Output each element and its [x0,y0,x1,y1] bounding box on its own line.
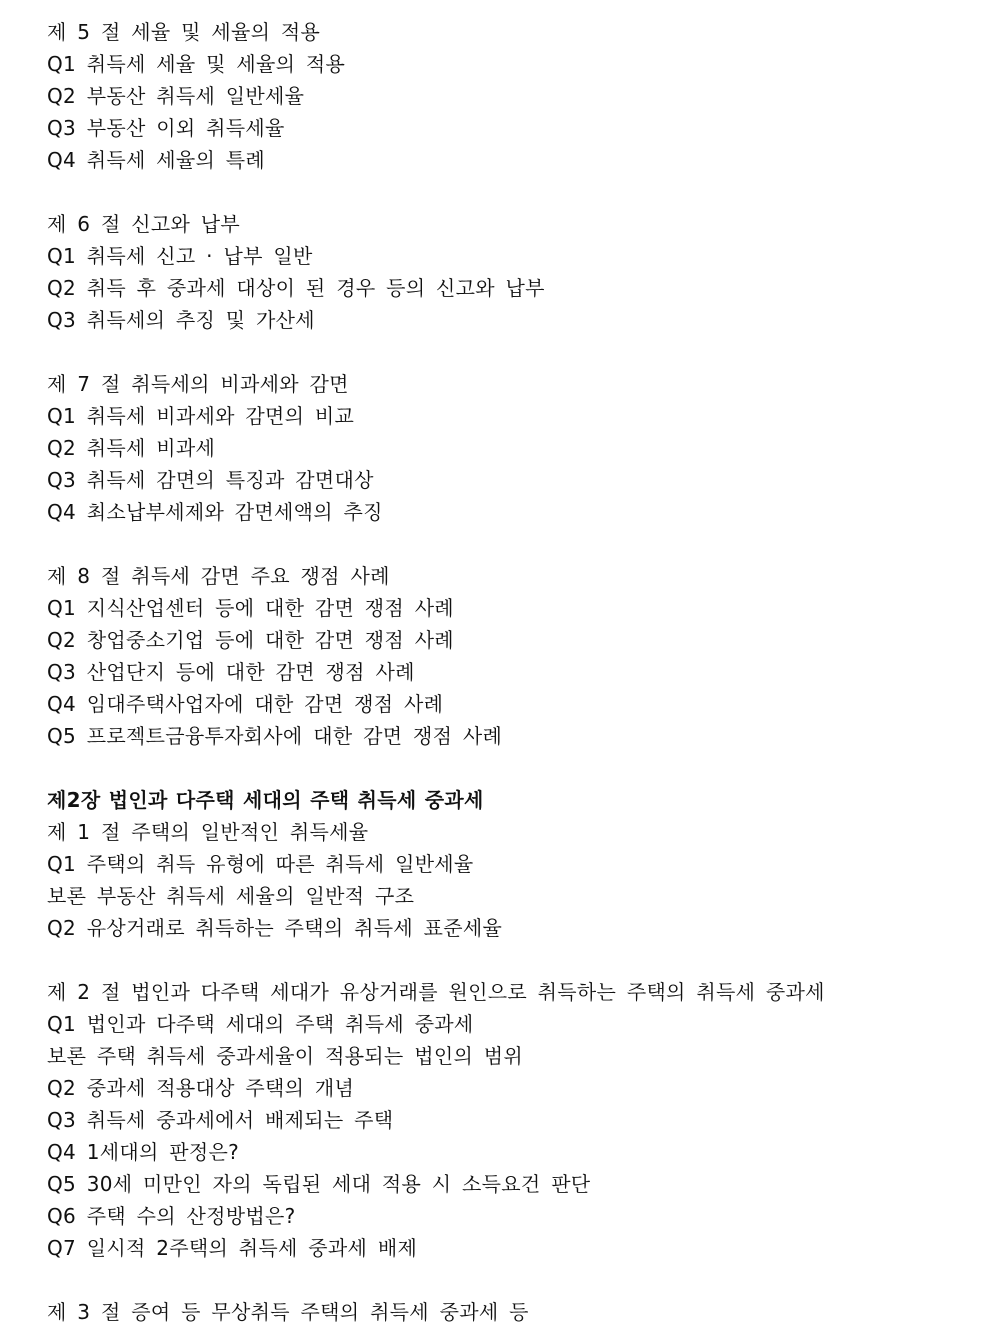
blank-line [47,336,977,368]
blank-line [47,1264,977,1296]
section-heading-1: 제 1 절 주택의 일반적인 취득세율 [47,820,369,844]
question-item: Q6 주택 수의 산정방법은? [47,1204,296,1228]
section-heading-5: 제 5 절 세율 및 세율의 적용 [47,20,321,44]
question-item: Q2 중과세 적용대상 주택의 개념 [47,1076,355,1100]
question-item: Q4 임대주택사업자에 대한 감면 쟁점 사례 [47,692,444,716]
question-item: Q1 법인과 다주택 세대의 주택 취득세 중과세 [47,1012,474,1036]
question-item: Q1 주택의 취득 유형에 따른 취득세 일반세율 [47,852,474,876]
question-item: Q5 30세 미만인 자의 독립된 세대 적용 시 소득요건 판단 [47,1172,591,1196]
question-item: Q3 취득세 중과세에서 배제되는 주택 [47,1108,394,1132]
blank-line [47,528,977,560]
blank-line [47,752,977,784]
question-item: Q2 부동산 취득세 일반세율 [47,84,305,108]
question-item: Q4 1세대의 판정은? [47,1140,240,1164]
section-heading-2: 제 2 절 법인과 다주택 세대가 유상거래를 원인으로 취득하는 주택의 취득세 중과세 [47,980,825,1004]
supplement-item: 보론 주택 취득세 중과세율이 적용되는 법인의 범위 [47,1044,523,1068]
question-item: Q2 창업중소기업 등에 대한 감면 쟁점 사례 [47,628,454,652]
section-heading-6: 제 6 절 신고와 납부 [47,212,240,236]
supplement-item: 보론 부동산 취득세 세율의 일반적 구조 [47,884,415,908]
question-item: Q4 최소납부세제와 감면세액의 추징 [47,500,383,524]
question-item: Q2 취득 후 중과세 대상이 된 경우 등의 신고와 납부 [47,276,545,300]
question-item: Q3 취득세의 추징 및 가산세 [47,308,315,332]
question-item: Q4 취득세 세율의 특례 [47,148,265,172]
question-item: Q1 취득세 신고 · 납부 일반 [47,244,313,268]
question-item: Q5 프로젝트금융투자회사에 대한 감면 쟁점 사례 [47,724,503,748]
question-item: Q2 유상거래로 취득하는 주택의 취득세 표준세율 [47,916,503,940]
question-item: Q3 산업단지 등에 대한 감면 쟁점 사례 [47,660,415,684]
chapter-heading: 제2장 법인과 다주택 세대의 주택 취득세 중과세 [47,788,484,812]
question-item: Q3 부동산 이외 취득세율 [47,116,285,140]
blank-line [47,176,977,208]
question-item: Q3 취득세 감면의 특징과 감면대상 [47,468,374,492]
section-heading-3: 제 3 절 증여 등 무상취득 주택의 취득세 중과세 등 [47,1300,529,1324]
document-page [47,16,977,1328]
question-item: Q1 취득세 세율 및 세율의 적용 [47,52,346,76]
section-heading-7: 제 7 절 취득세의 비과세와 감면 [47,372,349,396]
question-item: Q2 취득세 비과세 [47,436,216,460]
question-item: Q1 취득세 비과세와 감면의 비교 [47,404,355,428]
blank-line [47,944,977,976]
question-item: Q7 일시적 2주택의 취득세 중과세 배제 [47,1236,418,1260]
question-item: Q1 지식산업센터 등에 대한 감면 쟁점 사례 [47,596,454,620]
section-heading-8: 제 8 절 취득세 감면 주요 쟁점 사례 [47,564,390,588]
